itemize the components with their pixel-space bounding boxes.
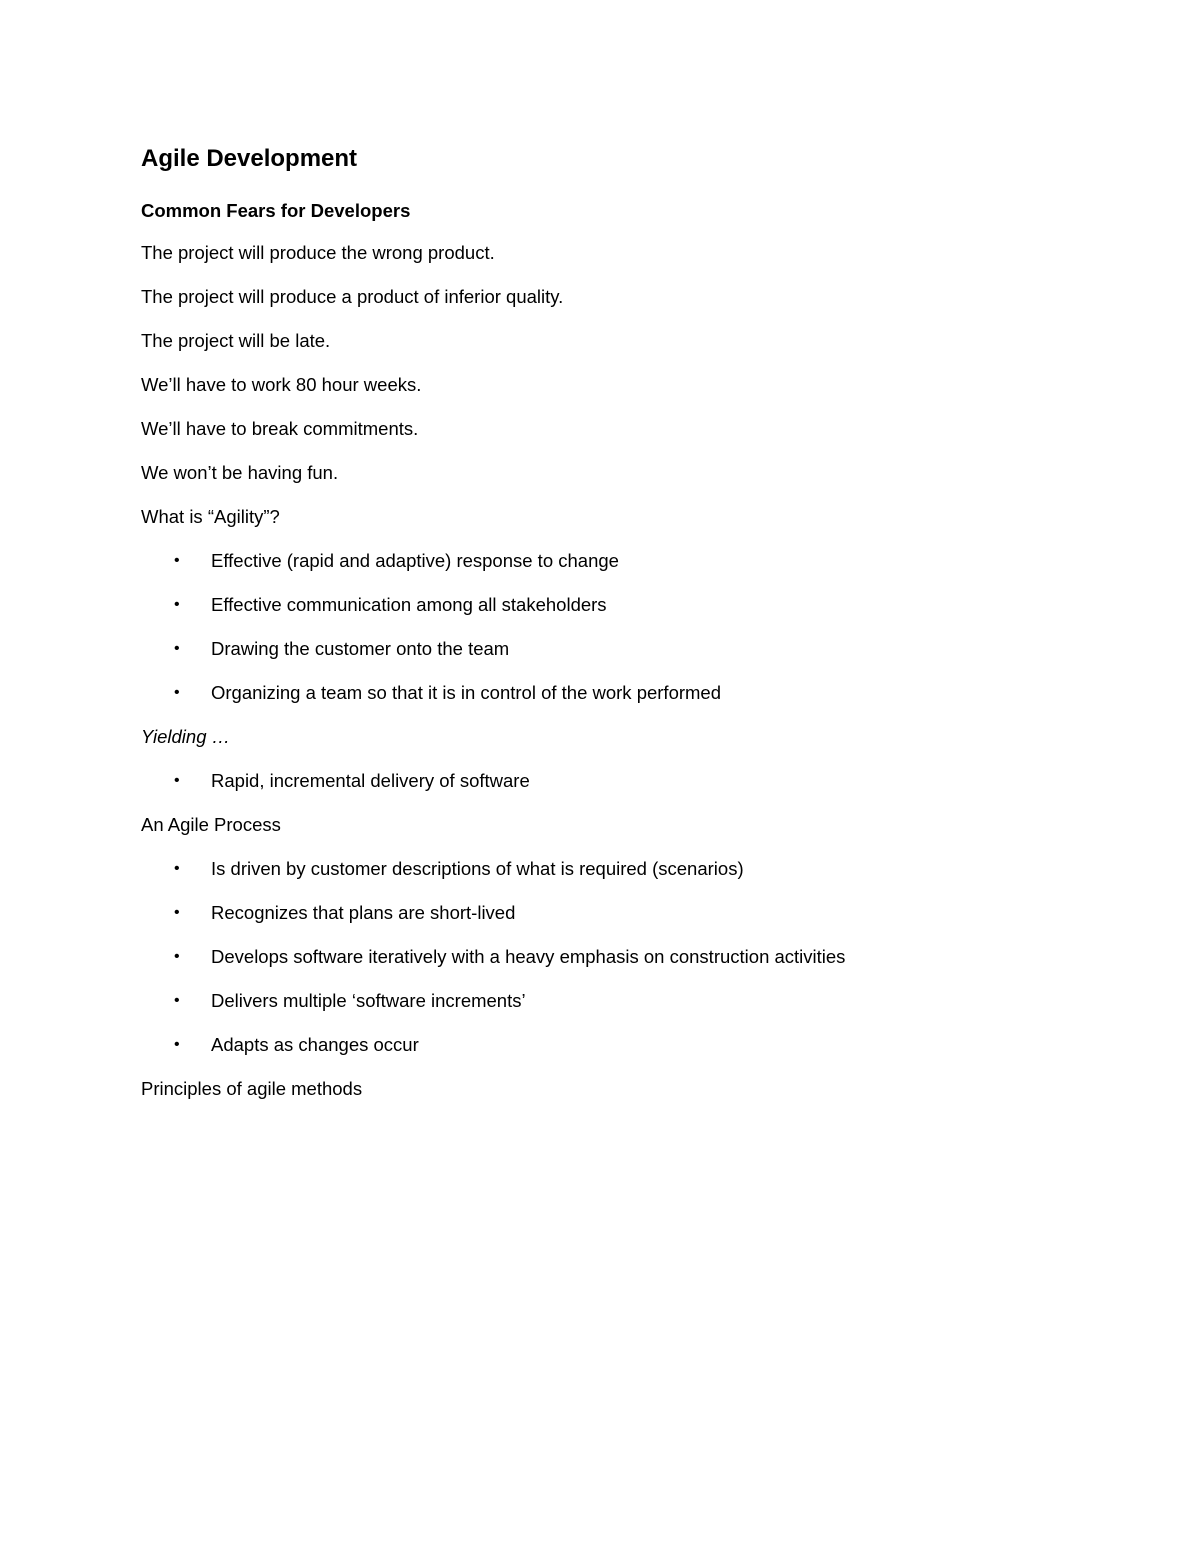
list-item: [141, 854, 1061, 884]
list-item-text: Organizing a team so that it is in control of the work performed: [211, 682, 722, 703]
bullet-icon: •: [174, 552, 180, 569]
yielding-list: [141, 766, 1061, 796]
fear-line: The project will produce a product of inferior quality.: [141, 286, 564, 307]
list-item-text: Effective communication among all stakeholders: [211, 594, 607, 615]
fear-line: The project will be late.: [141, 330, 331, 351]
list-item-text: Delivers multiple ‘software increments’: [211, 990, 526, 1011]
list-item-text: Drawing the customer onto the team: [211, 638, 510, 659]
list-item: [141, 590, 1061, 620]
bullet-icon: •: [174, 1036, 180, 1053]
agile-process-list: [141, 854, 1061, 1060]
list-item: [141, 1030, 1061, 1060]
document-title: Agile Development: [141, 145, 358, 172]
bullet-icon: •: [174, 684, 180, 701]
list-item-text: Recognizes that plans are short-lived: [211, 902, 516, 923]
section-heading-agile-process: An Agile Process: [141, 814, 281, 835]
bullet-icon: •: [174, 772, 180, 789]
bullet-icon: •: [174, 860, 180, 877]
fear-line: We won’t be having fun.: [141, 462, 339, 483]
list-item-text: Rapid, incremental delivery of software: [211, 770, 530, 791]
fear-line: We’ll have to break commitments.: [141, 418, 419, 439]
list-item: [141, 678, 1061, 708]
list-item: [141, 546, 1061, 576]
agility-list: [141, 546, 1061, 708]
list-item-text: Adapts as changes occur: [211, 1034, 419, 1055]
list-item-text: Develops software iteratively with a heavy emphasis on construction activities: [211, 946, 846, 967]
list-item: [141, 634, 1061, 664]
fear-line: We’ll have to work 80 hour weeks.: [141, 374, 422, 395]
list-item: [141, 942, 1061, 972]
document-body: [141, 142, 1061, 1104]
bullet-icon: •: [174, 904, 180, 921]
bullet-icon: •: [174, 992, 180, 1009]
list-item: [141, 898, 1061, 928]
list-item-text: Is driven by customer descriptions of what is required (scenarios): [211, 858, 744, 879]
fear-line: The project will produce the wrong product.: [141, 242, 495, 263]
section-heading-common-fears: Common Fears for Developers: [141, 200, 411, 221]
list-item-text: Effective (rapid and adaptive) response to change: [211, 550, 619, 571]
bullet-icon: •: [174, 948, 180, 965]
section-heading-yielding: Yielding …: [141, 726, 231, 747]
list-item: [141, 766, 1061, 796]
list-item: [141, 986, 1061, 1016]
bullet-icon: •: [174, 596, 180, 613]
bullet-icon: •: [174, 640, 180, 657]
section-heading-agility: What is “Agility”?: [141, 506, 280, 527]
section-heading-principles: Principles of agile methods: [141, 1078, 363, 1099]
